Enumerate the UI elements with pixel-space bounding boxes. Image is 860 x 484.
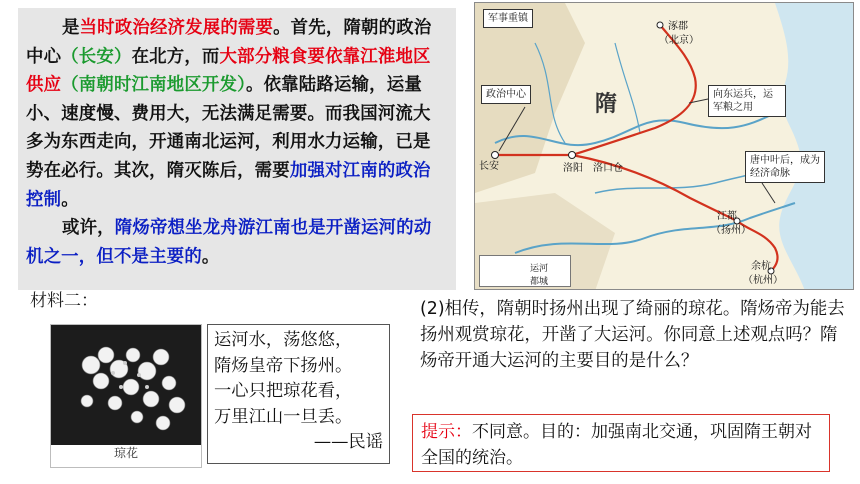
map-callout-mid-tang: 唐中叶后，成为经济命脉 (745, 151, 825, 183)
map-label-changan: 长安 (479, 161, 499, 172)
hint-box (412, 414, 830, 472)
city-luoyang-marker (569, 152, 576, 159)
poem-source: ——民谣 (313, 432, 383, 453)
explanation-text: 。依靠陆路运输，运量小、速度慢、费用大，无法满足需要。而我国河流大多为东西走向，开通南北运河，利用水力运输，已是势在必行。其次，隋灭陈后，需要 (26, 75, 431, 181)
map-label-military: 军事重镇 (483, 9, 533, 28)
explanation-text: 是 (62, 18, 80, 38)
photo-caption: 琼花 (113, 446, 138, 460)
explanation-text: 。 (201, 246, 220, 267)
explanation-highlight-blue: 隋炀帝想坐龙舟游江南也是开凿运河的动机之一，但不是主要的 (26, 218, 432, 267)
map-label-political-center: 政治中心 (481, 85, 531, 104)
explanation-highlight-red: 大部分粮食要依靠江淮地区供应 (26, 46, 431, 96)
map-label-beijing: （北京） (659, 35, 699, 46)
map-label-hangzhou: （杭州） (743, 275, 783, 286)
map-callout-east-campaign: 向东运兵，运军粮之用 (708, 85, 786, 117)
material-label: 材料二： (30, 291, 98, 311)
explanation-paragraph-2 (26, 214, 448, 271)
question-text: (2)相传，隋朝时扬州出现了绮丽的琼花。隋炀帝为能去扬州观赏琼花，开凿了大运河。你同意上述观点吗？隋炀帝开通大运河的主要目的是什么？ (420, 299, 845, 371)
explanation-text: 。首先，隋朝的政治中心 (26, 18, 432, 67)
legend-capital-label: 都城 (530, 277, 549, 287)
hint-label: 提示： (421, 422, 472, 442)
explanation-panel (18, 8, 456, 290)
poem-line: 万里江山一旦丢。 (214, 406, 353, 427)
map-label-yuhang: 余杭 (751, 261, 771, 272)
city-zhuojun-marker (657, 22, 663, 28)
qionghua-photo (50, 324, 202, 468)
poem-line: 隋炀皇帝下扬州。 (214, 355, 353, 376)
poem-line: 运河水，荡悠悠， (214, 330, 353, 350)
poem-line: 一心只把琼花看， (214, 381, 353, 402)
map-label-yangzhou: （扬州） (711, 225, 751, 236)
map-legend (479, 255, 571, 287)
legend-canal-label: 运河 (530, 264, 549, 274)
map-label-zhuojun: 涿郡 (668, 21, 688, 32)
explanation-highlight-blue: 加强对江南的政治控制 (26, 160, 431, 210)
explanation-highlight-green: （长安） (61, 46, 132, 67)
explanation-text: 在北方，而 (131, 46, 220, 67)
map-label-luokou: 洛口仓 (593, 163, 623, 174)
map-label-jiangdu: 江都 (717, 211, 737, 222)
map-title-sui: 隋 (595, 92, 620, 117)
map-label-luoyang: 洛阳 (563, 163, 583, 174)
explanation-text: 。 (61, 189, 79, 210)
explanation-highlight-red: 当时政治经济发展的需要 (79, 18, 274, 38)
explanation-text: 或许， (62, 218, 115, 239)
callout-pointer (762, 183, 775, 203)
map-drawing (475, 3, 854, 290)
hint-text: 不同意。目的：加强南北交通，巩固隋王朝对全国的统治。 (421, 422, 812, 468)
folk-rhyme-box (207, 324, 390, 464)
explanation-paragraph-1 (26, 14, 448, 214)
flower-image (51, 325, 202, 445)
map-sea (775, 3, 854, 290)
grand-canal-map (474, 2, 854, 290)
explanation-highlight-green: （南朝时江南地区开发） (61, 75, 246, 96)
